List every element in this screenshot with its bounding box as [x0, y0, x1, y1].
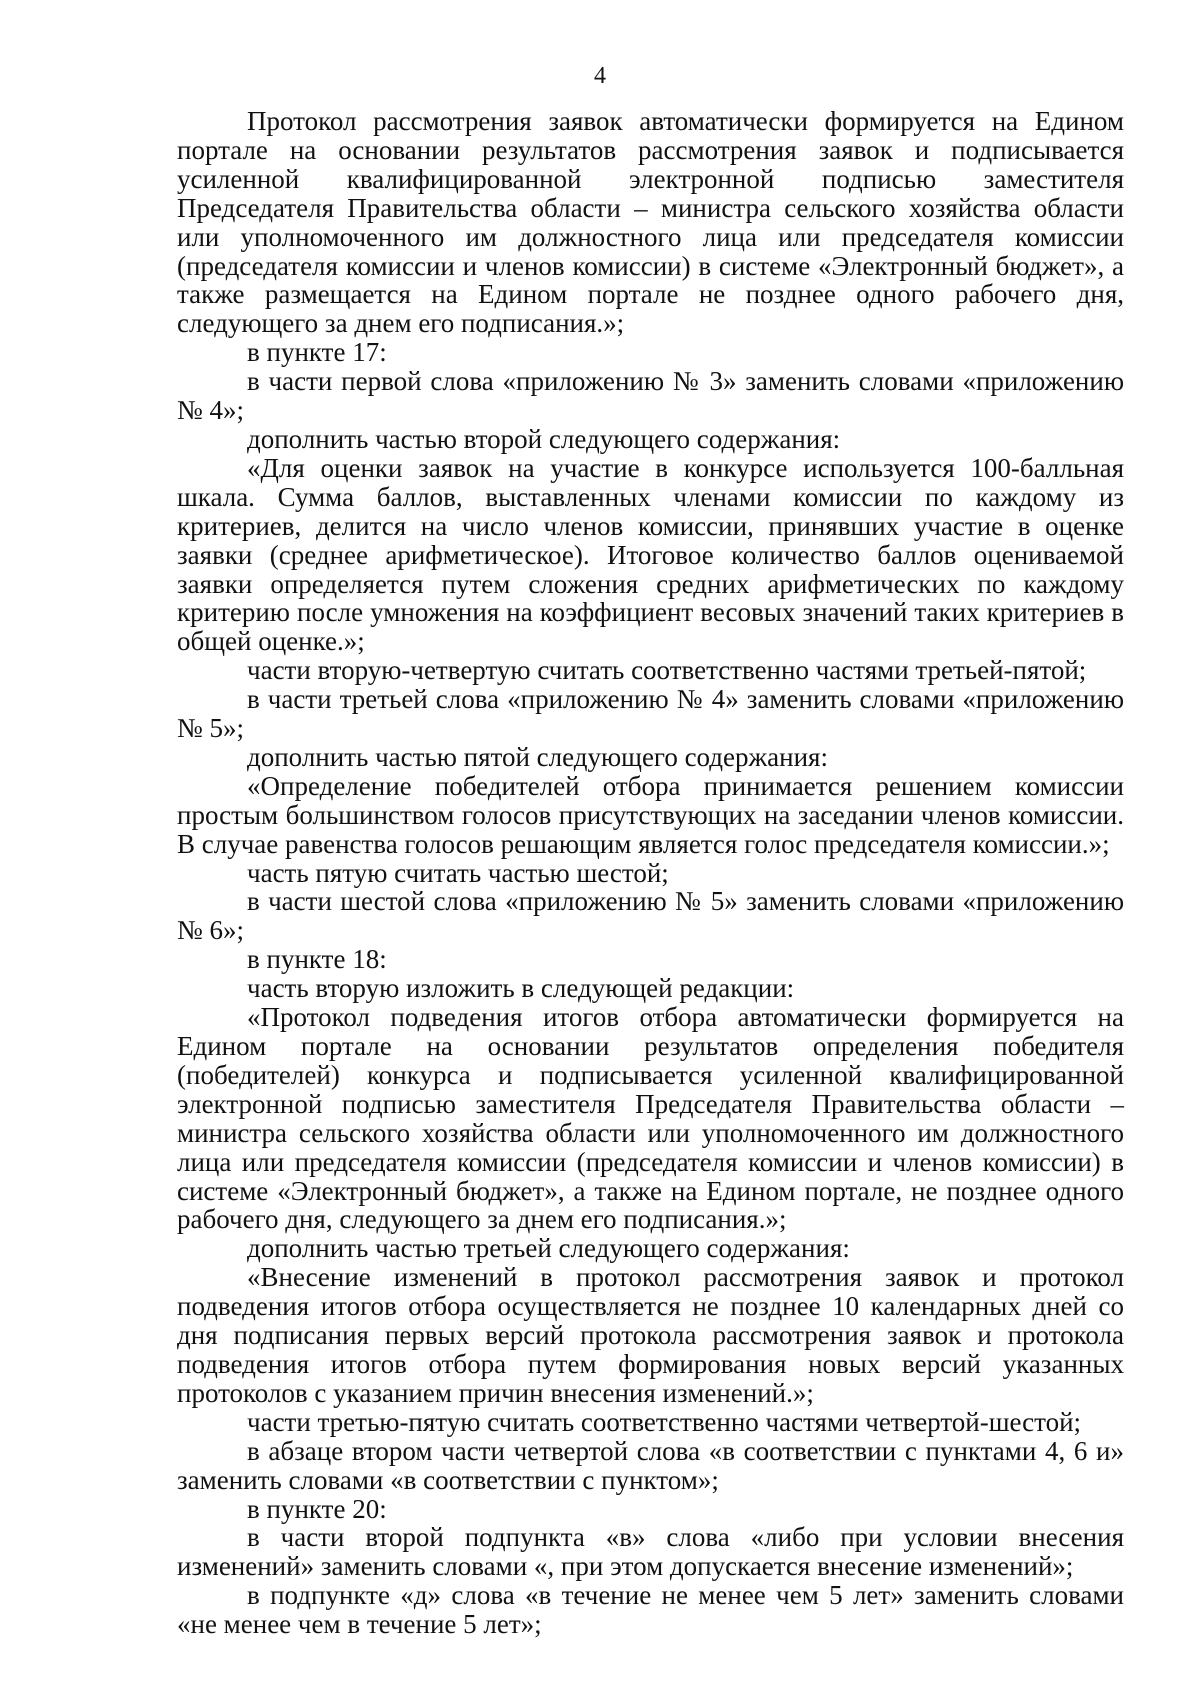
paragraph: в части второй подпункта «в» слова «либо при условии внесения изменений» заменить словами «, при этом допускается внесение изменений»; [177, 1522, 1124, 1582]
paragraph: в подпункте «д» слова «в течение не менее чем 5 лет» заменить словами «не менее чем в течение 5 лет»; [177, 1580, 1124, 1640]
paragraph: «Протокол подведения итогов отбора автоматически формируется на Едином портале на основании результатов определения победителя (победителей) конкурса и подписывается усиленной квалифицированной электронной подписью заместителя Председателя Правительства области – министра сельского хозяйства области или уполномоченного им должностного лица или председателя комиссии (председателя комиссии и членов комиссии) в системе «Электронный бюджет», а также на Едином портале, не позднее одного рабочего дня, следующего за днем его подписания.»; [177, 1002, 1124, 1235]
paragraph: в пункте 18: [247, 944, 387, 975]
paragraph: «Определение победителей отбора принимается решением комиссии простым большинством голосов присутствующих на заседании членов комиссии. В случае равенства голосов решающим является голос председателя комиссии.»; [177, 770, 1124, 859]
paragraph: часть вторую изложить в следующей редакции: [247, 973, 795, 1004]
paragraph: в пункте 17: [247, 337, 387, 368]
paragraph: дополнить частью второй следующего содержания: [247, 423, 841, 454]
paragraph: в части шестой слова «приложению № 5» заменить словами «приложению № 6»; [177, 886, 1124, 946]
paragraph: «Для оценки заявок на участие в конкурсе используется 100-балльная шкала. Сумма баллов, выставленных членами комиссии по каждому из критериев, делится на число членов комиссии, принявших участие в оценке заявки (среднее арифметическое). Итоговое количество баллов оцениваемой заявки определяется путем сложения средних арифметических по каждому критерию после умножения на коэффициент весовых значений таких критериев в общей оценке.»; [177, 452, 1124, 657]
paragraph: в части третьей слова «приложению № 4» заменить словами «приложению № 5»; [177, 684, 1124, 744]
paragraph: дополнить частью пятой следующего содержания: [247, 741, 828, 772]
paragraph: в части первой слова «приложению № 3» заменить словами «приложению № 4»; [177, 366, 1124, 426]
paragraph: часть пятую считать частью шестой; [247, 857, 669, 888]
paragraph: в пункте 20: [247, 1493, 387, 1524]
paragraph: части вторую-четвертую считать соответственно частями третьей-пятой; [247, 655, 1087, 686]
paragraph: дополнить частью третьей следующего содержания: [247, 1233, 850, 1264]
page-number: 4 [594, 63, 606, 89]
paragraph: в абзаце втором части четвертой слова «в соответствии с пунктами 4, 6 и» заменить словами «в соответствии с пунктом»; [177, 1435, 1124, 1495]
paragraph: части третью-пятую считать соответственно частями четвертой-шестой; [247, 1406, 1082, 1437]
paragraph: Протокол рассмотрения заявок автоматически формируется на Едином портале на основании результатов рассмотрения заявок и подписывается усиленной квалифицированной электронной подписью заместителя Председателя Правительства области – министра сельского хозяйства области или уполномоченного им должностного лица или председателя комиссии (председателя комиссии и членов комиссии) в системе «Электронный бюджет», а также размещается на Едином портале не позднее одного рабочего дня, следующего за днем его подписания.»; [177, 106, 1124, 339]
document-body [177, 107, 1124, 1639]
paragraph: «Внесение изменений в протокол рассмотрения заявок и протокол подведения итогов отбора осуществляется не позднее 10 календарных дней со дня подписания первых версий протокола рассмотрения заявок и протокола подведения итогов отбора путем формирования новых версий указанных протоколов с указанием причин внесения изменений.»; [177, 1262, 1124, 1408]
